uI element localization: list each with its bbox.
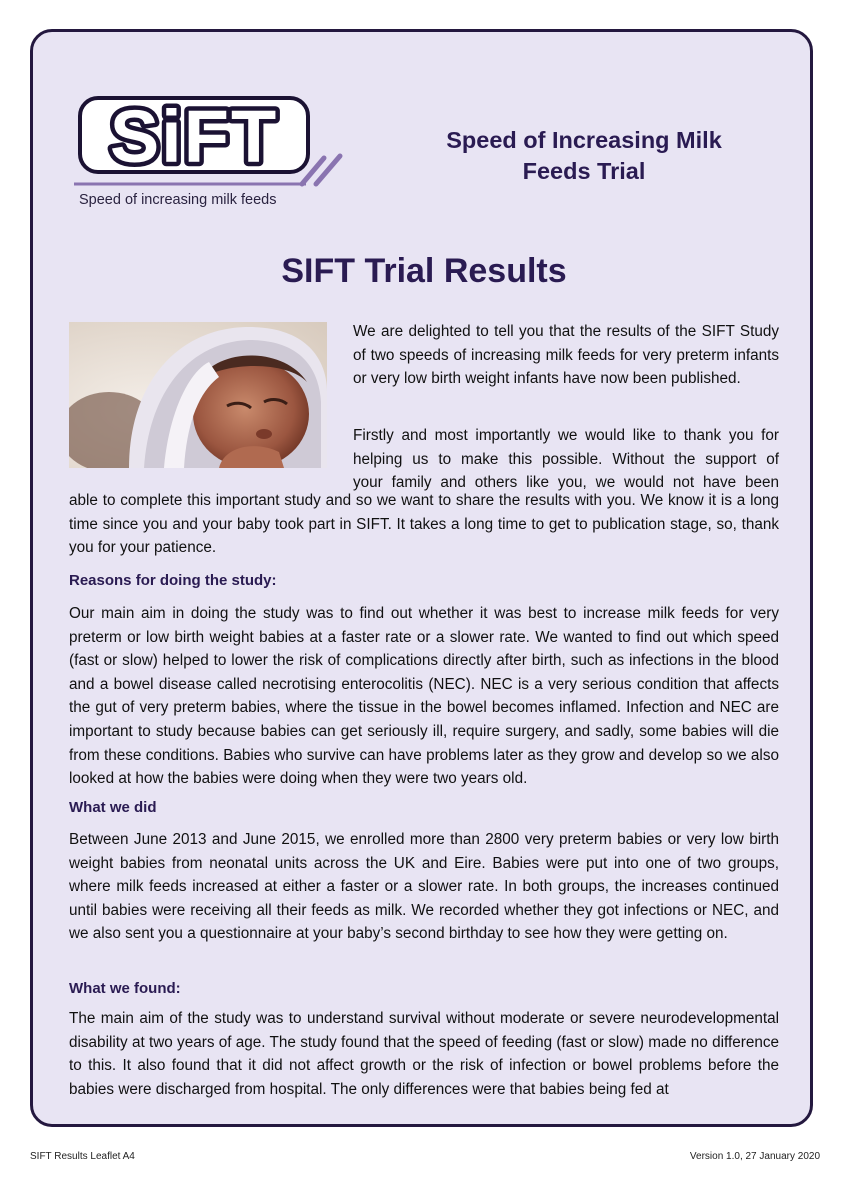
logo-wordmark: SiFT (109, 95, 279, 178)
header-title (410, 125, 758, 187)
footer-document-name: SIFT Results Leaflet A4 (30, 1151, 135, 1162)
section-heading-what-we-found: What we found: (69, 980, 181, 997)
section-heading-reasons: Reasons for doing the study: (69, 572, 277, 589)
header-title-line1: Speed of Increasing Milk (446, 127, 722, 153)
intro-paragraph-1: We are delighted to tell you that the results of the SIFT Study of two speeds of increasing milk feeds for very preterm infants or very low birth weight infants have now been published. (353, 323, 779, 388)
intro-paragraph-2-start (353, 424, 779, 495)
baby-photo (69, 322, 327, 468)
footer-version: Version 1.0, 27 January 2020 (689, 1151, 820, 1162)
section-body-what-we-did: Between June 2013 and June 2015, we enrolled more than 2800 very preterm babies or very low birth weight babies from neonatal units across the UK and Eire. Babies were put into one of two groups, where milk feeds increased at either a faster or a slower rate. In both groups, the increases continued until babies were receiving all their feeds as milk. We recorded whether they got infections or NEC, and we also sent you a questionnaire at your baby’s second birthday to see how they were getting on. (69, 831, 779, 943)
intro-line-2: helping us to make this possible. Without the support of (353, 450, 779, 468)
section-body-reasons: Our main aim in doing the study was to find out whether it was best to increase milk feeds for very preterm or low birth weight babies at a faster rate or a slower rate. We wanted to find out which speed (fast or slow) helped to lower the risk of complications directly after birth, such as infections in the blood and a bowel disease called necrotising enterocolitis (NEC). NEC is a very serious condition that affects the gut of very preterm babies, where the tissue in the bowel becomes inflamed. Infection and NEC are important to study because babies can get seriously ill, require surgery, and sadly, some babies will die from these conditions. Babies who survive can have problems later as they grow and develop so we also looked at how the babies were doing when they were two years old. (69, 605, 779, 788)
section-body-what-we-found: The main aim of the study was to understand survival without moderate or severe neurodevelopmental disability at two years of age. The study found that the speed of feeding (fast or slow) made no difference to this. It also found that it did not affect growth or the risk of infection or bowel problems before the babies were discharged from hospital. The only differences were that babies being fed at (69, 1010, 779, 1098)
header-title-line2: Feeds Trial (522, 158, 646, 184)
section-heading-what-we-did: What we did (69, 799, 157, 816)
intro-line-1: Firstly and most importantly we would like to thank you for (353, 427, 779, 444)
page-title: SIFT Trial Results (281, 252, 567, 290)
logo-tagline: Speed of increasing milk feeds (79, 192, 277, 208)
intro-line-3: your family and others like you, we would not have been (353, 474, 779, 492)
intro-paragraph-2-cont: able to complete this important study and so we want to share the results with you. We know it is a long time since you and your baby took part in SIFT. It takes a long time to get to publication stage, so, thank you for your patience. (69, 492, 779, 557)
